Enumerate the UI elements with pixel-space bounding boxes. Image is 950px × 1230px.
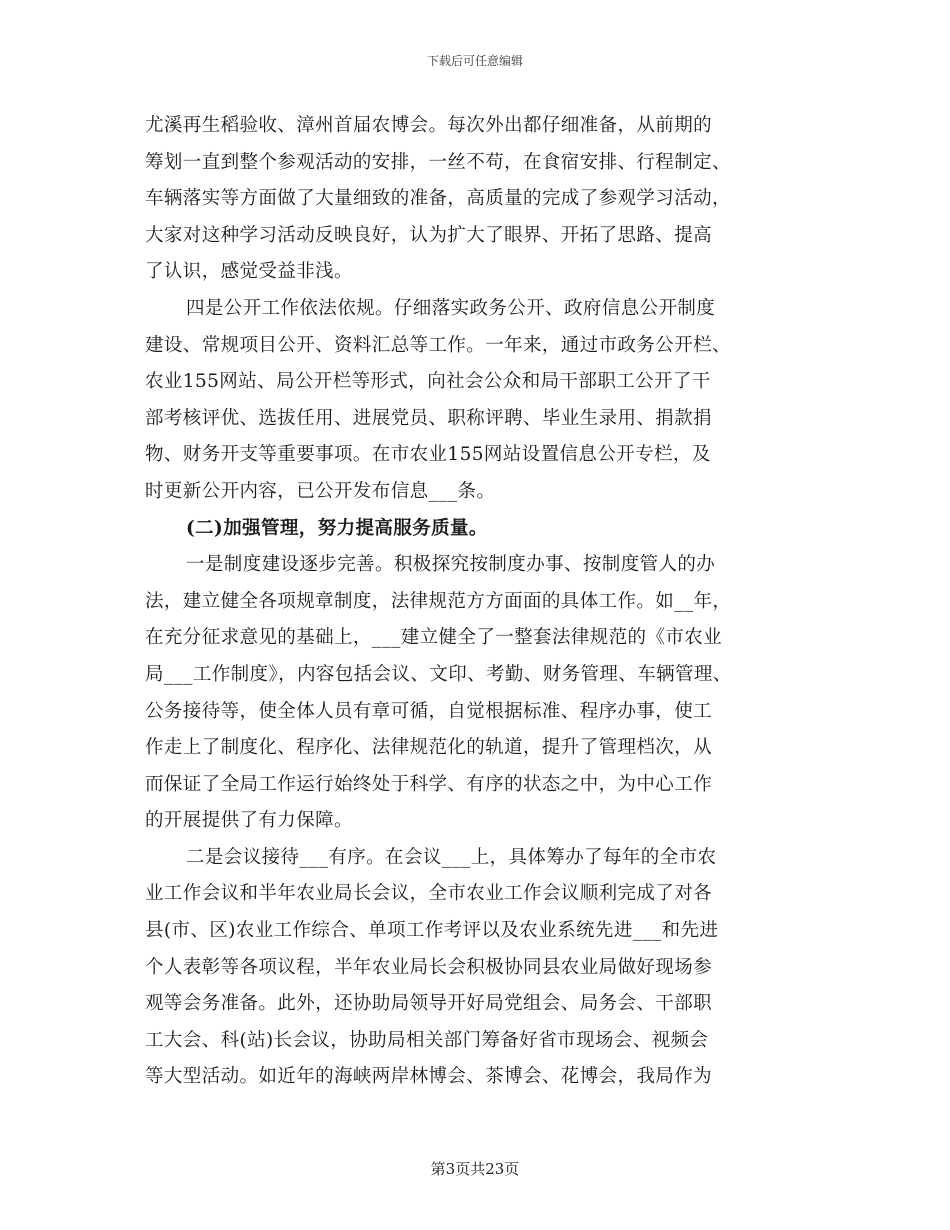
text-line: (二)加强管理，努力提高服务质量。 (186, 517, 488, 539)
text-line: 个人表彰等各项议程，半年农业局长会积极协同县农业局做好现场参 (145, 956, 713, 978)
text-line: 等大型活动。如近年的海峡两岸林博会、茶博会、花博会，我局作为 (145, 1066, 713, 1088)
paragraph (145, 108, 815, 291)
text-line: 二是会议接待___有序。在会议___上，具体筹办了每年的全市农 (186, 846, 717, 868)
text-line: 一是制度建设逐步完善。积极探究按制度办事、按制度管人的办 (186, 554, 716, 576)
paragraph (145, 291, 815, 511)
text-line: 建设、常规项目公开、资料汇总等工作。一年来，通过市政务公开栏、 (145, 334, 731, 356)
text-line: 车辆落实等方面做了大量细致的准备，高质量的完成了参观学习活动， (145, 188, 731, 210)
text-line: 业工作会议和半年农业局长会议，全市农业工作会议顺利完成了对各 (145, 883, 713, 905)
text-line: 局___工作制度》，内容包括会议、文印、考勤、财务管理、车辆管理、 (145, 663, 732, 685)
document-body (145, 108, 815, 1096)
text-line: 公务接待等，使全体人员有章可循，自觉根据标准、程序办事，使工 (145, 700, 713, 722)
paragraph (145, 547, 815, 840)
section-heading (145, 511, 815, 548)
text-line: 县(市、区)农业工作综合、单项工作考评以及农业系统先进___和先进 (145, 920, 719, 942)
text-line: 四是公开工作依法依规。仔细落实政务公开、政府信息公开制度 (186, 297, 716, 319)
text-line: 部考核评优、选拔任用、进展党员、职称评聘、毕业生录用、捐款捐 (145, 407, 713, 429)
text-line: 物、财务开支等重要事项。在市农业155网站设置信息公开专栏，及 (145, 444, 711, 466)
page-header: 下载后可任意编辑 (426, 54, 523, 68)
text-line: 了认识，感觉受益非浅。 (145, 261, 353, 283)
text-line: 作走上了制度化、程序化、法律规范化的轨道，提升了管理档次，从 (145, 737, 713, 759)
text-line: 尤溪再生稻验收、漳州首届农博会。每次外出都仔细准备，从前期的 (145, 115, 713, 136)
text-line: 大家对这种学习活动反映良好，认为扩大了眼界、开拓了思路、提高 (145, 224, 713, 246)
paragraph (145, 840, 815, 1096)
text-line: 而保证了全局工作运行始终处于科学、有序的状态之中，为中心工作 (145, 773, 713, 795)
text-line: 时更新公开内容，已公开发布信息___条。 (145, 480, 496, 502)
text-line: 农业155网站、局公开栏等形式，向社会公众和局干部职工公开了干 (145, 371, 711, 393)
text-line: 的开展提供了有力保障。 (145, 810, 353, 832)
text-line: 在充分征求意见的基础上，___建立健全了一整套法律规范的《市农业 (145, 627, 723, 649)
text-line: 观等会务准备。此外，还协助局领导开好局党组会、局务会、干部职 (145, 993, 713, 1015)
page-number: 第3页共23页 (430, 1160, 520, 1178)
text-line: 法，建立健全各项规章制度，法律规范方方面面的具体工作。如__年， (145, 590, 732, 612)
text-line: 筹划一直到整个参观活动的安排，一丝不苟，在食宿安排、行程制定、 (145, 151, 731, 173)
text-line: 工大会、科(站)长会议，协助局相关部门筹备好省市现场会、视频会 (145, 1029, 709, 1051)
